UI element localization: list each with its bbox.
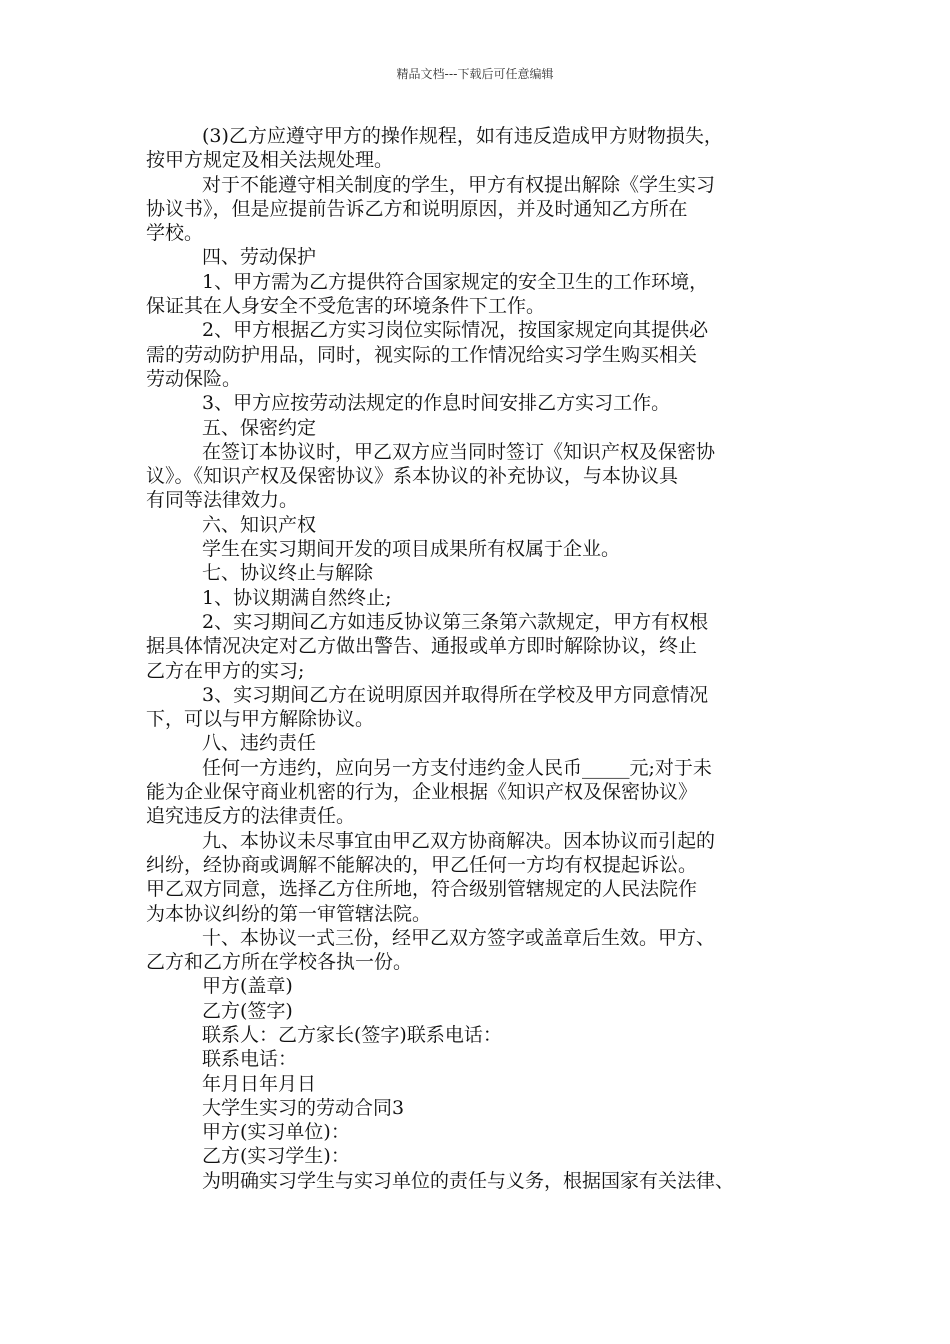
text-line: 乙方和乙方所在学校各执一份。 xyxy=(146,951,413,974)
text-line: 需的劳动防护用品，同时，视实际的工作情况给实习学生购买相关 xyxy=(146,343,698,366)
page-header: 精品文档---下载后可任意编辑 xyxy=(396,67,554,81)
text-line: 大学生实习的劳动合同3 xyxy=(202,1096,405,1119)
text-line: 1、协议期满自然终止; xyxy=(202,586,392,609)
text-line: 追究违反方的法律责任。 xyxy=(146,805,356,828)
text-line: 甲方(实习单位)： xyxy=(202,1121,350,1144)
text-line: 能为企业保守商业机密的行为，企业根据《知识产权及保密协议》 xyxy=(146,781,698,804)
text-line: 3、实习期间乙方在说明原因并取得所在学校及甲方同意情况 xyxy=(202,683,709,706)
text-line: 2、实习期间乙方如违反协议第三条第六款规定，甲方有权根 xyxy=(202,610,709,633)
text-line: 十、本协议一式三份，经甲乙双方签字或盖章后生效。甲方、 xyxy=(202,926,716,949)
text-line: 为本协议纠纷的第一审管辖法院。 xyxy=(146,902,432,925)
text-line: 下，可以与甲方解除协议。 xyxy=(146,708,375,731)
text-line: 七、协议终止与解除 xyxy=(202,562,374,585)
text-line: 保证其在人身安全不受危害的环境条件下工作。 xyxy=(146,295,546,318)
text-line: 3、甲方应按劳动法规定的作息时间安排乙方实习工作。 xyxy=(202,392,671,415)
text-line: (3)乙方应遵守甲方的操作规程，如有违反造成甲方财物损失， xyxy=(202,125,723,147)
text-line: 学校。 xyxy=(146,222,204,245)
text-line: 甲乙双方同意，选择乙方住所地，符合级别管辖规定的人民法院作 xyxy=(146,878,698,901)
text-line: 1、甲方需为乙方提供符合国家规定的安全卫生的工作环境， xyxy=(202,270,709,293)
text-line: 议》。《知识产权及保密协议》系本协议的补充协议，与本协议具 xyxy=(146,465,679,488)
text-line: 纠纷，经协商或调解不能解决的，甲乙任何一方均有权提起诉讼。 xyxy=(146,853,698,876)
text-line: 四、劳动保护 xyxy=(202,246,317,269)
text-line: 乙方(实习学生)： xyxy=(202,1145,350,1168)
text-line: 2、甲方根据乙方实习岗位实际情况，按国家规定向其提供必 xyxy=(202,319,709,342)
text-line: 为明确实习学生与实习单位的责任与义务，根据国家有关法律、 xyxy=(202,1169,735,1192)
text-line: 协议书》，但是应提前告诉乙方和说明原因，并及时通知乙方所在 xyxy=(146,197,688,220)
text-line: 联系电话： xyxy=(202,1048,298,1071)
text-line: 八、违约责任 xyxy=(202,732,317,755)
text-line: 学生在实习期间开发的项目成果所有权属于企业。 xyxy=(202,538,621,561)
text-line: 年月日年月日 xyxy=(202,1072,317,1095)
text-line: 九、本协议未尽事宜由甲乙双方协商解决。因本协议而引起的 xyxy=(202,829,716,852)
text-line: 联系人：乙方家长(签字)联系电话： xyxy=(202,1023,502,1046)
text-line: 乙方(签字) xyxy=(202,999,293,1022)
text-line: 据具体情况决定对乙方做出警告、通报或单方即时解除协议，终止 xyxy=(146,635,698,658)
text-line: 五、保密约定 xyxy=(202,416,317,439)
text-line: 在签订本协议时，甲乙双方应当同时签订《知识产权及保密协 xyxy=(202,440,716,463)
text-line: 任何一方违约，应向另一方支付违约金人民币_____元;对于未 xyxy=(202,756,712,779)
text-line: 对于不能遵守相关制度的学生，甲方有权提出解除《学生实习 xyxy=(202,173,716,196)
text-line: 乙方在甲方的实习; xyxy=(146,659,305,682)
text-line: 按甲方规定及相关法规处理。 xyxy=(146,149,394,172)
text-line: 劳动保险。 xyxy=(146,367,242,390)
text-line: 六、知识产权 xyxy=(202,513,317,536)
document-body xyxy=(146,124,818,1193)
text-line: 甲方(盖章) xyxy=(202,975,293,998)
text-line: 有同等法律效力。 xyxy=(146,489,299,512)
